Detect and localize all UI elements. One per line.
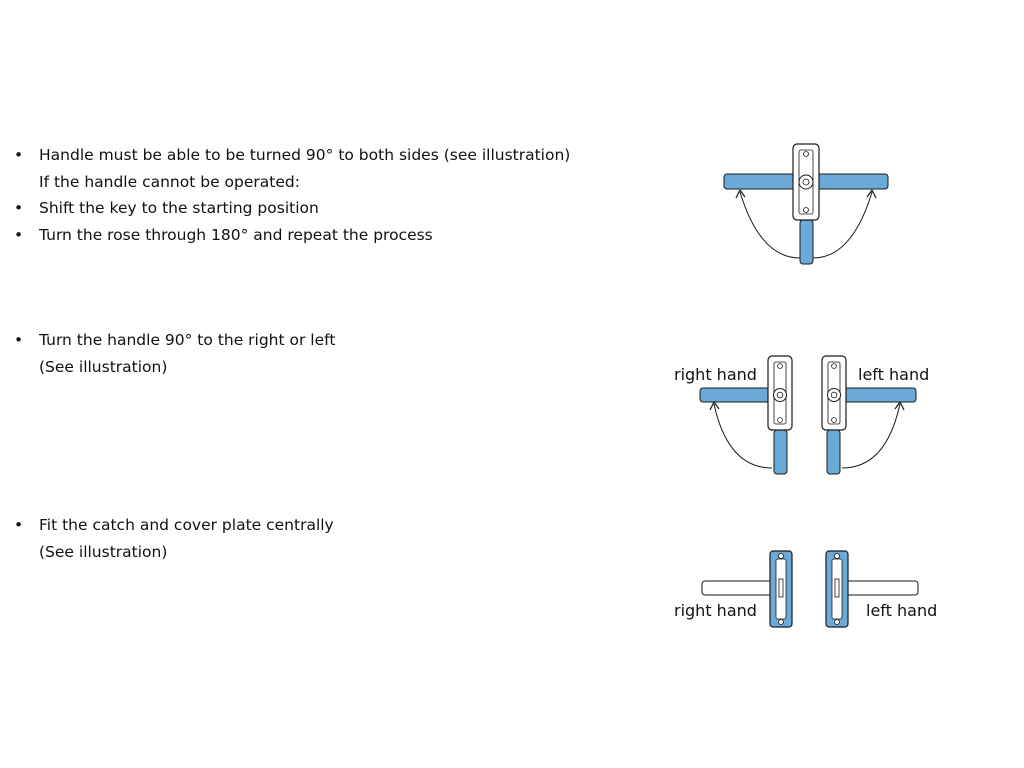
instruction-block-2 [14,327,335,380]
bullet: • [14,225,24,244]
instruction-text: (See illustration) [39,357,168,376]
bullet: • [14,199,24,217]
bullet: • [14,146,24,164]
instruction-text: Fit the catch and cover plate centrally [39,516,334,534]
list-item [14,512,334,539]
left-hand-label: left hand [866,601,938,620]
instruction-text: If the handle cannot be operated: [39,172,300,191]
bullet: • [14,331,24,349]
list-item [14,142,570,169]
handle-lever-down [800,220,813,264]
rotation-arc [842,404,900,468]
instruction-block-1 [14,142,570,248]
right-hand-label: right hand [674,601,757,620]
list-item [14,222,570,249]
instruction-text: Turn the handle 90° to the right or left [39,331,336,349]
bullet: • [14,516,24,534]
handle-lever-down [774,430,787,474]
instruction-block-3 [14,512,334,565]
cover-plate-illustration [668,545,938,635]
handle-rotation-illustration [720,140,892,270]
left-hand-label: left hand [858,365,930,384]
handle-direction-illustration [668,352,928,482]
instruction-text: Turn the rose through 180° and repeat the process [39,225,433,244]
handle-lever-outline [702,581,772,595]
right-hand-label: right hand [674,365,757,384]
instruction-text: Shift the key to the starting position [39,199,319,217]
handle-lever-down [827,430,840,474]
list-item [14,327,335,354]
handle-lever-outline [846,581,918,595]
instruction-text: Handle must be able to be turned 90° to both sides (see illustration) [39,146,571,164]
list-item [14,195,570,222]
rotation-arc [714,404,772,468]
instruction-text: (See illustration) [39,542,168,561]
